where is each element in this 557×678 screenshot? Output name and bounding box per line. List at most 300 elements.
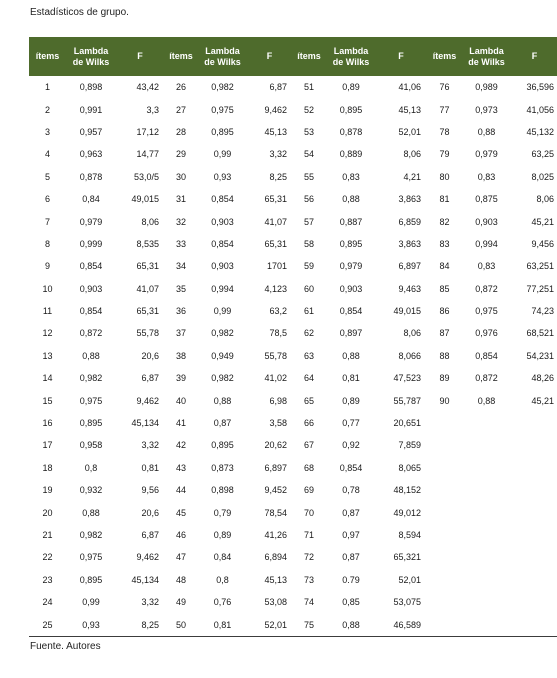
lambda-wilks-cell: 0,903	[475, 216, 498, 227]
item-cell: 24	[42, 597, 53, 608]
item-cell: 52	[303, 104, 314, 115]
lambda-wilks-cell: 0,976	[475, 328, 498, 339]
f-cell: 45,132	[526, 126, 554, 137]
lambda-wilks-cell: 0,87	[213, 418, 232, 429]
f-cell: 52,01	[398, 126, 421, 137]
item-cell: 37	[175, 328, 186, 339]
f-cell	[510, 501, 557, 523]
f-cell: 17,12	[136, 126, 159, 137]
f-cell: 3,58	[269, 418, 287, 429]
table-row	[29, 389, 557, 411]
item-cell: 78	[439, 126, 450, 137]
f-cell: 1701	[266, 261, 287, 272]
f-cell: 6,859	[398, 216, 421, 227]
lambda-wilks-cell: 0,895	[79, 574, 103, 585]
lambda-wilks-cell: 0,99	[82, 597, 100, 608]
f-cell: 78,54	[264, 507, 287, 518]
item-cell: 40	[175, 395, 186, 406]
lambda-wilks-cell: 0,93	[213, 171, 232, 182]
f-cell: 8,25	[141, 619, 159, 630]
item-cell: 1	[44, 82, 50, 93]
item-cell	[426, 434, 463, 456]
item-cell: 59	[303, 261, 314, 272]
item-cell: 67	[303, 440, 314, 451]
f-cell: 8,065	[398, 462, 421, 473]
table-row	[29, 479, 557, 501]
item-cell: 45	[175, 507, 186, 518]
lambda-wilks-cell: 0,975	[79, 395, 103, 406]
item-cell: 72	[303, 552, 314, 563]
lambda-wilks-cell: 0,975	[211, 104, 234, 115]
lambda-wilks-cell: 0,897	[339, 328, 363, 339]
f-cell: 3,863	[398, 194, 421, 205]
table-row	[29, 569, 557, 591]
header-items: ítems	[164, 37, 198, 76]
f-cell: 68,521	[526, 328, 554, 339]
lambda-wilks-cell: 0,84	[82, 194, 100, 205]
item-cell: 28	[175, 126, 186, 137]
lambda-wilks-cell: 0,903	[211, 216, 234, 227]
lambda-wilks-cell: 0,88	[82, 350, 100, 361]
lambda-wilks-cell: 0,872	[475, 283, 498, 294]
table-row	[29, 166, 557, 188]
table-row	[29, 367, 557, 389]
lambda-wilks-cell: 0,77	[342, 418, 360, 429]
f-cell: 53,075	[393, 597, 421, 608]
f-cell	[510, 613, 557, 636]
f-cell: 49,012	[393, 507, 421, 518]
item-cell: 57	[303, 216, 314, 227]
item-cell: 86	[439, 306, 450, 317]
item-cell: 75	[303, 619, 314, 630]
item-cell	[426, 591, 463, 613]
lambda-wilks-cell: 0,89	[342, 82, 360, 93]
lambda-wilks-cell	[463, 591, 510, 613]
lambda-wilks-cell	[463, 434, 510, 456]
lambda-wilks-cell	[463, 524, 510, 546]
item-cell: 22	[42, 552, 53, 563]
f-cell: 45,13	[264, 574, 287, 585]
lambda-wilks-cell: 0,895	[79, 418, 103, 429]
f-cell: 8,025	[531, 171, 554, 182]
f-cell: 8,06	[536, 194, 554, 205]
f-cell: 46,589	[393, 619, 421, 630]
header-items: ítems	[426, 37, 463, 76]
f-cell: 9,56	[141, 485, 159, 496]
f-cell: 78,5	[269, 328, 287, 339]
item-cell: 8	[44, 238, 50, 249]
item-cell: 71	[303, 530, 314, 540]
f-cell: 55,78	[264, 350, 287, 361]
item-cell: 66	[303, 418, 314, 429]
lambda-wilks-cell: 0,982	[79, 373, 103, 384]
f-cell: 41,07	[136, 283, 159, 294]
header-items: ítems	[292, 37, 326, 76]
item-cell: 69	[303, 485, 314, 496]
item-cell: 64	[303, 373, 314, 384]
item-cell: 14	[42, 373, 53, 384]
f-cell: 6,87	[269, 82, 287, 93]
f-cell: 65,31	[264, 238, 287, 249]
item-cell: 3	[44, 126, 50, 137]
f-cell: 6,897	[264, 462, 287, 473]
item-cell: 2	[44, 104, 50, 115]
lambda-wilks-cell	[463, 569, 510, 591]
f-cell	[510, 569, 557, 591]
item-cell: 68	[303, 462, 314, 473]
item-cell: 55	[303, 171, 314, 182]
lambda-wilks-cell	[463, 457, 510, 479]
lambda-wilks-cell: 0,78	[342, 485, 360, 496]
f-cell	[510, 546, 557, 568]
item-cell: 80	[439, 171, 450, 182]
lambda-wilks-cell: 0,994	[475, 238, 498, 249]
lambda-wilks-cell: 0,88	[477, 395, 496, 406]
item-cell: 33	[175, 238, 186, 249]
f-cell: 55,78	[136, 328, 159, 339]
f-cell: 3,863	[398, 238, 421, 249]
lambda-wilks-cell: 0,8	[216, 574, 229, 585]
f-cell: 4,21	[403, 171, 421, 182]
lambda-wilks-cell: 0,854	[211, 194, 234, 205]
table-row	[29, 434, 557, 456]
lambda-wilks-cell: 0,93	[82, 619, 100, 630]
item-cell: 27	[175, 104, 186, 115]
group-statistics-table	[29, 37, 557, 637]
lambda-wilks-cell: 0,85	[342, 597, 360, 608]
lambda-wilks-cell: 0,8	[84, 462, 98, 473]
lambda-wilks-cell: 0,92	[342, 440, 360, 451]
item-cell: 26	[175, 82, 186, 93]
item-cell: 6	[44, 194, 50, 205]
f-cell: 41,06	[398, 82, 421, 93]
f-cell: 52,01	[264, 619, 287, 630]
f-cell: 74,23	[531, 306, 554, 317]
item-cell: 10	[42, 283, 53, 294]
table-row	[29, 300, 557, 322]
table-row	[29, 121, 557, 143]
f-cell: 8,594	[398, 530, 421, 540]
lambda-wilks-cell: 0,979	[79, 216, 103, 227]
item-cell: 47	[175, 552, 186, 563]
item-cell: 62	[303, 328, 314, 339]
f-cell: 65,321	[393, 552, 421, 563]
table-row	[29, 233, 557, 255]
lambda-wilks-cell: 0,88	[342, 619, 360, 630]
lambda-wilks-cell: 0,87	[342, 552, 360, 563]
lambda-wilks-cell	[463, 546, 510, 568]
item-cell	[426, 479, 463, 501]
f-cell: 45,134	[131, 574, 159, 585]
f-cell: 53,0/5	[133, 171, 159, 182]
f-cell: 48,26	[531, 373, 554, 384]
item-cell: 46	[175, 530, 186, 540]
lambda-wilks-cell: 0,79	[213, 507, 232, 518]
lambda-wilks-cell: 0,982	[211, 373, 234, 384]
item-cell: 90	[439, 395, 450, 406]
item-cell: 11	[42, 306, 53, 317]
item-cell: 63	[303, 350, 314, 361]
f-cell: 43,42	[136, 82, 159, 93]
lambda-wilks-cell: 0,88	[477, 126, 496, 137]
lambda-wilks-cell: 0,88	[342, 350, 360, 361]
lambda-wilks-cell: 0,999	[79, 238, 103, 249]
lambda-wilks-cell: 0,903	[211, 261, 234, 272]
item-cell: 5	[44, 171, 50, 182]
f-cell: 3,32	[269, 149, 287, 160]
lambda-wilks-cell: 0,979	[475, 149, 498, 160]
lambda-wilks-cell: 0,88	[213, 395, 232, 406]
table-row	[29, 188, 557, 210]
item-cell: 84	[439, 261, 450, 272]
item-cell: 41	[175, 418, 186, 429]
lambda-wilks-cell: 0,994	[211, 283, 234, 294]
item-cell: 44	[175, 485, 186, 496]
lambda-wilks-cell: 0,89	[342, 395, 360, 406]
f-cell: 65,31	[264, 194, 287, 205]
header-lambda-wilks: Lambda de Wilks	[66, 37, 116, 76]
lambda-wilks-cell: 0,949	[211, 350, 234, 361]
f-cell: 7,859	[398, 440, 421, 451]
f-cell: 6,87	[141, 530, 159, 540]
item-cell: 88	[439, 350, 450, 361]
f-cell: 8,535	[136, 238, 159, 249]
f-cell: 8,06	[403, 149, 421, 160]
table-row	[29, 457, 557, 479]
lambda-wilks-cell: 0,81	[213, 619, 232, 630]
lambda-wilks-cell: 0,99	[213, 149, 232, 160]
lambda-wilks-cell: 0,87	[342, 507, 360, 518]
lambda-wilks-cell: 0,958	[79, 440, 103, 451]
f-cell: 45,13	[398, 104, 421, 115]
f-cell: 41,26	[264, 530, 287, 540]
item-cell: 35	[175, 283, 186, 294]
table-row	[29, 210, 557, 232]
f-cell	[510, 524, 557, 546]
lambda-wilks-cell: 0,975	[79, 552, 103, 563]
item-cell	[426, 546, 463, 568]
item-cell: 51	[303, 82, 314, 93]
f-cell: 54,231	[526, 350, 554, 361]
item-cell: 82	[439, 216, 450, 227]
lambda-wilks-cell: 0,854	[79, 306, 103, 317]
table-row	[29, 524, 557, 546]
lambda-wilks-cell: 0,878	[79, 171, 103, 182]
item-cell: 49	[175, 597, 186, 608]
item-cell	[426, 412, 463, 434]
f-cell: 41,056	[526, 104, 554, 115]
table-row	[29, 591, 557, 613]
table-body	[29, 76, 557, 636]
f-cell: 20,651	[393, 418, 421, 429]
item-cell: 79	[439, 149, 450, 160]
item-cell: 89	[439, 373, 450, 384]
f-cell	[510, 479, 557, 501]
header-f: F	[247, 37, 292, 76]
item-cell: 21	[42, 530, 53, 540]
lambda-wilks-cell: 0,81	[342, 373, 360, 384]
item-cell: 81	[439, 194, 450, 205]
f-cell: 63,25	[531, 149, 554, 160]
lambda-wilks-cell: 0,991	[79, 104, 103, 115]
f-cell: 3,32	[141, 440, 159, 451]
f-cell: 41,02	[264, 373, 287, 384]
item-cell: 13	[42, 350, 53, 361]
f-cell: 9,452	[264, 485, 287, 496]
f-cell: 36,596	[526, 82, 554, 93]
f-cell	[510, 434, 557, 456]
table-row	[29, 143, 557, 165]
f-cell: 49,015	[131, 194, 159, 205]
header-row	[29, 37, 557, 76]
f-cell: 45,134	[131, 418, 159, 429]
lambda-wilks-cell: 0,895	[339, 104, 363, 115]
header-lambda-wilks: Lambda de Wilks	[326, 37, 376, 76]
table-row	[29, 412, 557, 434]
f-cell: 45,21	[531, 216, 554, 227]
lambda-wilks-cell: 0,83	[342, 171, 360, 182]
item-cell: 15	[42, 395, 53, 406]
lambda-wilks-cell: 0,895	[211, 126, 234, 137]
f-cell: 53,08	[264, 597, 287, 608]
lambda-wilks-cell: 0,982	[211, 82, 234, 93]
f-cell: 41,07	[264, 216, 287, 227]
lambda-wilks-cell: 0,903	[339, 283, 363, 294]
f-cell: 0,81	[141, 462, 159, 473]
f-cell: 77,251	[526, 283, 554, 294]
item-cell: 76	[439, 82, 450, 93]
item-cell: 4	[44, 149, 50, 160]
item-cell: 16	[42, 418, 53, 429]
item-cell: 29	[175, 149, 186, 160]
table-row	[29, 98, 557, 120]
lambda-wilks-cell: 0,854	[339, 462, 363, 473]
f-cell: 8,066	[398, 350, 421, 361]
lambda-wilks-cell: 0,973	[475, 104, 498, 115]
f-cell: 9,462	[264, 104, 287, 115]
f-cell: 9,462	[136, 552, 159, 563]
table-row	[29, 76, 557, 98]
table-row	[29, 546, 557, 568]
item-cell: 34	[175, 261, 186, 272]
f-cell: 48,152	[393, 485, 421, 496]
f-cell: 6,87	[141, 373, 159, 384]
lambda-wilks-cell: 0,898	[211, 485, 234, 496]
lambda-wilks-cell: 0.79	[342, 574, 360, 585]
f-cell: 6,894	[264, 552, 287, 563]
f-cell: 4,123	[264, 283, 287, 294]
table-row	[29, 255, 557, 277]
f-cell: 47,523	[393, 373, 421, 384]
lambda-wilks-cell: 0,979	[339, 261, 363, 272]
lambda-wilks-cell: 0,989	[475, 82, 498, 93]
lambda-wilks-cell: 0,957	[79, 126, 103, 137]
lambda-wilks-cell: 0,83	[477, 261, 496, 272]
item-cell: 61	[303, 306, 314, 317]
f-cell: 8,06	[141, 216, 159, 227]
lambda-wilks-cell: 0,854	[339, 306, 363, 317]
lambda-wilks-cell: 0,872	[475, 373, 498, 384]
f-cell: 9,463	[398, 283, 421, 294]
f-cell: 55,787	[393, 395, 421, 406]
item-cell: 50	[175, 619, 186, 630]
header-items: ítems	[29, 37, 66, 76]
f-cell: 3,32	[141, 597, 159, 608]
item-cell: 17	[42, 440, 53, 451]
header-f: F	[376, 37, 426, 76]
header-lambda-wilks: Lambda de Wilks	[198, 37, 247, 76]
f-cell: 20,62	[264, 440, 287, 451]
item-cell: 53	[303, 126, 314, 137]
table-row	[29, 501, 557, 523]
item-cell: 32	[175, 216, 186, 227]
f-cell: 65,31	[136, 306, 159, 317]
lambda-wilks-cell: 0,854	[211, 238, 234, 249]
f-cell: 45,13	[264, 126, 287, 137]
lambda-wilks-cell: 0,963	[79, 149, 103, 160]
item-cell: 74	[303, 597, 314, 608]
header-f: F	[116, 37, 164, 76]
lambda-wilks-cell: 0,903	[79, 283, 103, 294]
lambda-wilks-cell: 0,895	[211, 440, 234, 451]
item-cell: 48	[175, 574, 186, 585]
lambda-wilks-cell: 0,854	[79, 261, 103, 272]
item-cell: 36	[175, 306, 186, 317]
item-cell: 58	[303, 238, 314, 249]
item-cell: 7	[44, 216, 50, 227]
f-cell: 63,251	[526, 261, 554, 272]
f-cell: 3,3	[146, 104, 159, 115]
item-cell: 60	[303, 283, 314, 294]
item-cell: 56	[303, 194, 314, 205]
lambda-wilks-cell	[463, 479, 510, 501]
f-cell	[510, 412, 557, 434]
lambda-wilks-cell: 0,878	[339, 126, 363, 137]
f-cell: 14,77	[136, 149, 159, 160]
lambda-wilks-cell: 0,932	[79, 485, 103, 496]
item-cell: 70	[303, 507, 314, 518]
lambda-wilks-cell: 0,99	[213, 306, 232, 317]
f-cell: 52,01	[398, 574, 421, 585]
item-cell	[426, 501, 463, 523]
item-cell: 9	[44, 261, 50, 272]
table-row	[29, 613, 557, 636]
item-cell: 30	[175, 171, 186, 182]
lambda-wilks-cell: 0,898	[79, 82, 103, 93]
item-cell	[426, 613, 463, 636]
lambda-wilks-cell: 0,982	[211, 328, 234, 339]
item-cell: 38	[175, 350, 186, 361]
f-cell: 49,015	[393, 306, 421, 317]
lambda-wilks-cell	[463, 501, 510, 523]
item-cell: 20	[42, 507, 53, 518]
item-cell: 18	[42, 462, 53, 473]
lambda-wilks-cell: 0,84	[213, 552, 232, 563]
f-cell: 9,462	[136, 395, 159, 406]
f-cell: 9,456	[531, 238, 554, 249]
item-cell: 54	[303, 149, 314, 160]
header-f: F	[510, 37, 557, 76]
f-cell: 45,21	[531, 395, 554, 406]
item-cell: 87	[439, 328, 450, 339]
lambda-wilks-cell: 0,88	[342, 194, 360, 205]
item-cell: 85	[439, 283, 450, 294]
lambda-wilks-cell: 0,97	[342, 530, 360, 540]
lambda-wilks-cell: 0,982	[79, 530, 103, 540]
lambda-wilks-cell	[463, 613, 510, 636]
f-cell: 6,897	[398, 261, 421, 272]
header-lambda-wilks: Lambda de Wilks	[463, 37, 510, 76]
